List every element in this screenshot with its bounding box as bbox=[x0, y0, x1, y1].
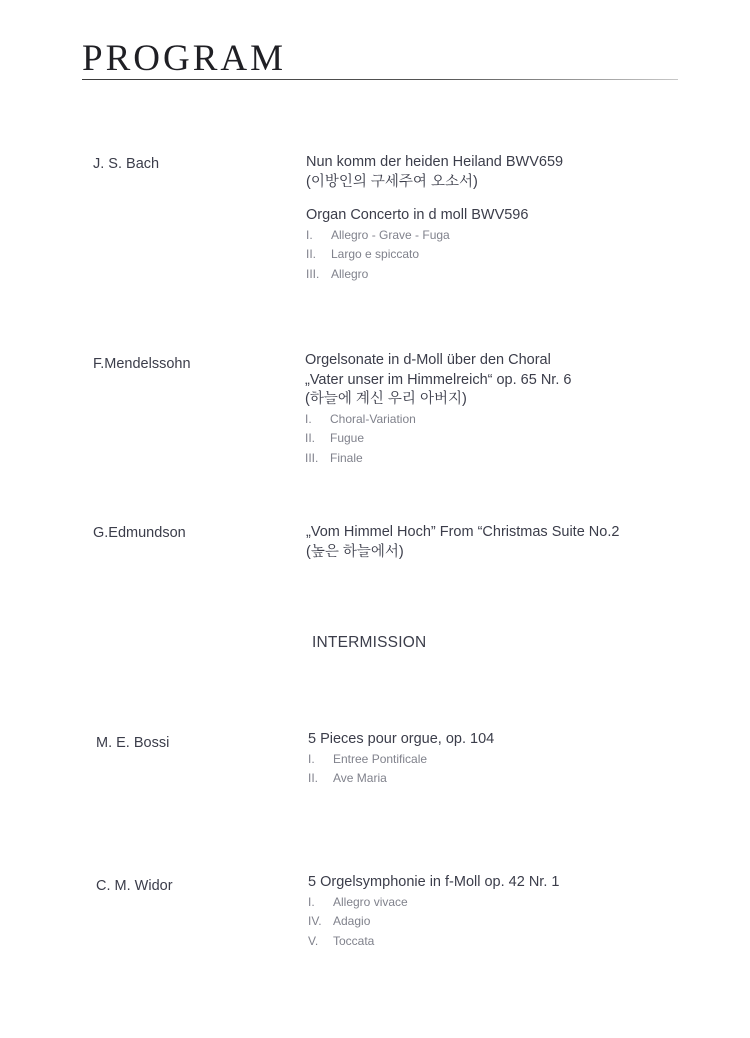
movement-item bbox=[306, 226, 563, 246]
work-title: 5 Orgelsymphonie in f-Moll op. 42 Nr. 1 bbox=[308, 874, 560, 890]
movement-item bbox=[305, 429, 571, 449]
movement-number: IV. bbox=[308, 914, 322, 929]
movement-item bbox=[308, 912, 559, 932]
movement-name: Fugue bbox=[330, 431, 365, 446]
program-entry bbox=[305, 351, 571, 468]
movement-number: II. bbox=[305, 431, 316, 446]
movement-name: Choral-Variation bbox=[330, 411, 416, 426]
title-divider bbox=[82, 79, 678, 80]
movement-item bbox=[308, 750, 494, 770]
movement-item bbox=[306, 265, 563, 285]
work-title: Organ Concerto in d moll BWV596 bbox=[306, 207, 529, 223]
movement-item bbox=[308, 893, 559, 913]
program-entry bbox=[308, 873, 559, 951]
composer-name: F.Mendelssohn bbox=[93, 356, 191, 372]
composer-name: J. S. Bach bbox=[93, 156, 160, 172]
movement-item bbox=[305, 449, 571, 469]
movement-item bbox=[308, 769, 494, 789]
movement-name: Finale bbox=[330, 450, 363, 465]
movement-number: V. bbox=[308, 933, 319, 948]
movement-number: I. bbox=[308, 894, 315, 909]
composer-name: M. E. Bossi bbox=[96, 735, 170, 751]
work-subtitle: (이방인의 구세주여 오소서) bbox=[306, 173, 478, 190]
work-title: Nun komm der heiden Heiland BWV659 bbox=[306, 154, 564, 170]
work-title: „Vater unser im Himmelreich“ op. 65 Nr. 6 bbox=[305, 371, 572, 388]
movement-number: I. bbox=[305, 411, 312, 426]
program-entry bbox=[306, 523, 619, 562]
movement-item bbox=[308, 932, 559, 952]
work-title: 5 Pieces pour orgue, op. 104 bbox=[308, 731, 495, 747]
intermission-heading: INTERMISSION bbox=[312, 634, 427, 651]
movement-number: I. bbox=[306, 227, 313, 242]
movement-name: Toccata bbox=[333, 933, 375, 948]
movement-name: Allegro bbox=[331, 266, 369, 281]
work-title: Orgelsonate in d-Moll über den Choral bbox=[305, 352, 551, 368]
movement-name: Adagio bbox=[333, 914, 371, 929]
composer-name: C. M. Widor bbox=[96, 878, 173, 894]
movement-name: Entree Pontificale bbox=[333, 751, 428, 766]
composer-name: G.Edmundson bbox=[93, 525, 186, 541]
movement-number: II. bbox=[306, 247, 317, 262]
movement-item bbox=[306, 245, 563, 265]
movement-name: Ave Maria bbox=[333, 771, 387, 786]
movement-number: II. bbox=[308, 771, 319, 786]
program-entry bbox=[306, 153, 563, 284]
movement-number: III. bbox=[306, 266, 320, 281]
page-title: PROGRAM bbox=[82, 38, 286, 79]
work-subtitle: (하늘에 계신 우리 아버지) bbox=[305, 391, 467, 407]
movement-name: Allegro - Grave - Fuga bbox=[331, 227, 450, 242]
movement-name: Allegro vivace bbox=[333, 894, 408, 909]
movement-number: III. bbox=[305, 450, 319, 465]
movement-item bbox=[305, 410, 571, 430]
work-title: „Vom Himmel Hoch” From “Christmas Suite No.2 bbox=[306, 524, 620, 540]
movement-name: Largo e spiccato bbox=[331, 247, 420, 262]
movement-number: I. bbox=[308, 751, 315, 766]
program-entry bbox=[308, 730, 494, 789]
work-subtitle: (높은 하늘에서) bbox=[306, 543, 404, 560]
